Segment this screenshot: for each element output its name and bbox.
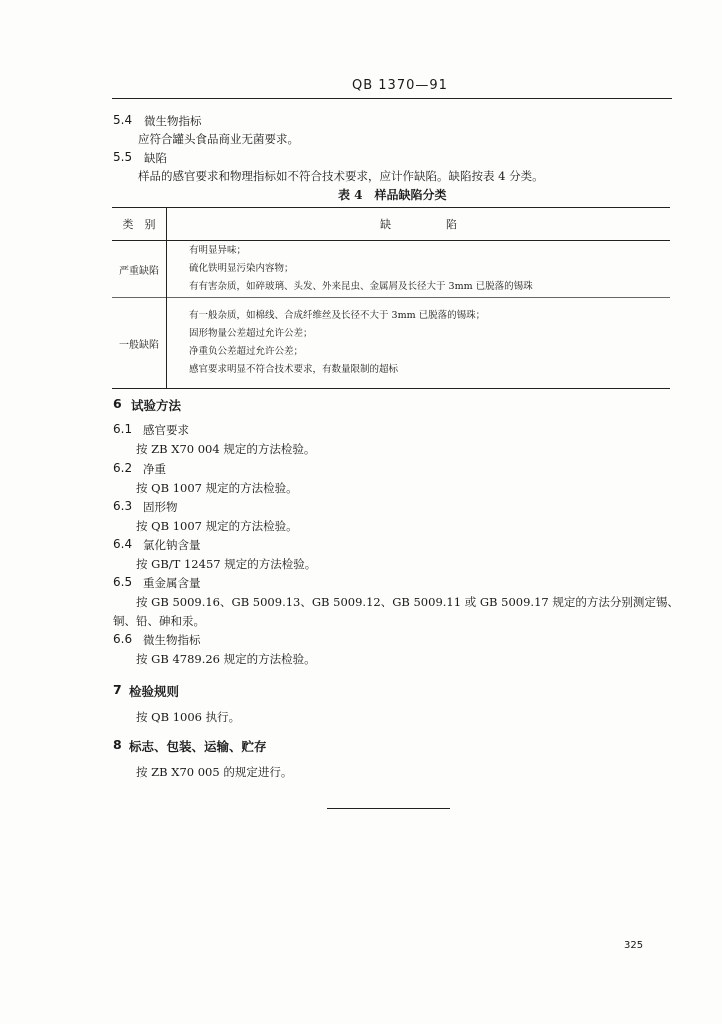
section-text: 按 GB/T 12457 规定的方法检验。 <box>136 557 317 571</box>
section-number: 6.3 <box>113 499 133 513</box>
chapter-number: 8 <box>113 737 122 752</box>
section-text-continued: 铜、铅、砷和汞。 <box>113 614 205 628</box>
section-text: 按 QB 1007 规定的方法检验。 <box>136 519 298 533</box>
section-title: 氯化钠含量 <box>143 538 201 552</box>
category-cell: 一般缺陷 <box>112 298 167 389</box>
section-number: 5.4 <box>113 113 133 127</box>
section-title: 重金属含量 <box>143 576 201 590</box>
chapter-number: 6 <box>113 396 122 411</box>
section-text: 按 QB 1006 执行。 <box>136 710 241 724</box>
header-rule <box>112 98 672 99</box>
section-number: 6.6 <box>113 632 133 646</box>
chapter-number: 7 <box>113 682 122 697</box>
section-number: 6.4 <box>113 537 133 551</box>
defect-item: 固形物量公差超过允许公差； <box>189 328 313 339</box>
section-number: 6.5 <box>113 575 133 589</box>
section-text: 按 GB 4789.26 规定的方法检验。 <box>136 652 316 666</box>
document-code: QB 1370—91 <box>352 78 448 93</box>
defect-item: 净重负公差超过允许公差； <box>189 346 304 357</box>
section-text: 按 ZB X70 005 的规定进行。 <box>136 765 293 779</box>
section-title: 净重 <box>143 462 166 476</box>
section-number: 6.1 <box>113 422 133 436</box>
chapter-title: 检验规则 <box>129 684 180 699</box>
chapter-title: 试验方法 <box>131 398 182 413</box>
section-text: 按 QB 1007 规定的方法检验。 <box>136 481 298 495</box>
section-title: 感官要求 <box>143 423 189 437</box>
section-title: 固形物 <box>143 500 178 514</box>
defect-item: 有有害杂质，如碎玻璃、头发、外来昆虫、金属屑及长径大于 3mm 已脱落的锡珠 <box>189 281 533 292</box>
defect-item: 硫化铁明显污染内容物； <box>189 263 294 274</box>
chapter-title: 标志、包装、运输、贮存 <box>129 739 267 754</box>
column-header-defects: 缺 陷 <box>380 218 457 231</box>
defect-item: 感官要求明显不符合技术要求，有数量限制的超标 <box>189 364 399 375</box>
table-header-row <box>112 208 670 241</box>
column-header-category: 类 别 <box>112 208 167 241</box>
table-caption: 表 4 样品缺陷分类 <box>338 188 447 202</box>
section-number: 6.2 <box>113 461 133 475</box>
defect-item: 有一般杂质，如棉线、合成纤维丝及长径不大于 3mm 已脱落的锡珠； <box>189 310 486 321</box>
section-text: 按 GB 5009.16、GB 5009.13、GB 5009.12、GB 5009.11 或 GB 5009.17 规定的方法分别测定锡、 <box>136 595 679 609</box>
section-title: 微生物指标 <box>144 114 202 128</box>
defects-table <box>112 207 670 389</box>
defect-item: 有明显异味； <box>189 245 247 256</box>
section-text: 应符合罐头食品商业无菌要求。 <box>138 132 299 146</box>
table-row <box>112 298 670 389</box>
section-number: 5.5 <box>113 150 133 164</box>
section-title: 微生物指标 <box>143 633 201 647</box>
section-title: 缺陷 <box>144 151 167 165</box>
table-row <box>112 241 670 298</box>
defect-items-cell <box>167 298 671 389</box>
page-number: 325 <box>624 940 644 951</box>
section-text: 按 ZB X70 004 规定的方法检验。 <box>136 442 316 456</box>
end-rule <box>327 808 450 809</box>
defect-items-cell <box>167 241 671 298</box>
category-cell: 严重缺陷 <box>112 241 167 298</box>
section-text: 样品的感官要求和物理指标如不符合技术要求，应计作缺陷。缺陷按表 4 分类。 <box>138 169 544 183</box>
